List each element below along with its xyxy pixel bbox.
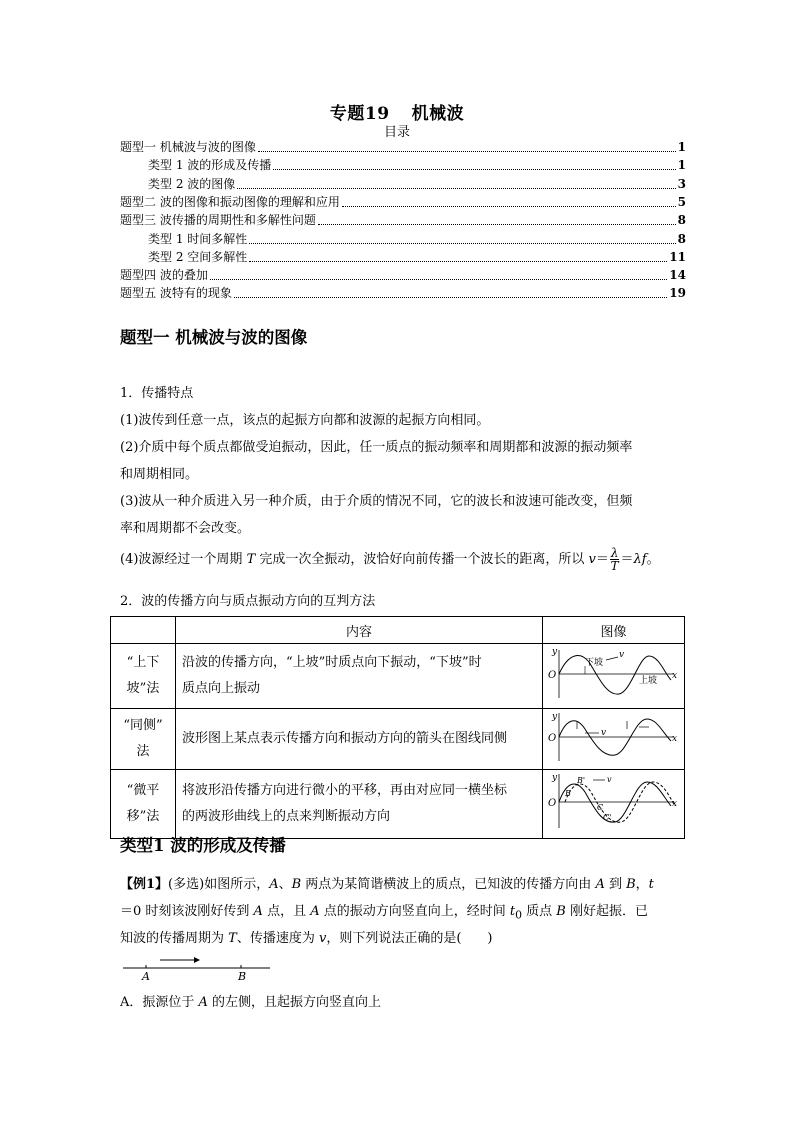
- svg-text:v: v: [607, 775, 612, 784]
- toc-page-number: 11: [669, 249, 686, 264]
- toc-entry-label: 类型 1 波的形成及传播: [148, 158, 272, 173]
- paragraph: 和周期相同。: [120, 467, 199, 482]
- method-table: [110, 616, 685, 839]
- page-title: 专题19 机械波: [329, 104, 465, 124]
- paragraph: (3)波从一种介质进入另一种介质，由于介质的情况不同，它的波长和波速可能改变，但频: [120, 494, 633, 509]
- paragraph: ＝0 时刻该波刚好传到 A 点，且 A 点的振动方向竖直向上，经时间 $t_0$ 质点 B 刚好起振．已: [120, 904, 648, 922]
- toc-entry-label: 类型 2 空间多解性: [148, 249, 248, 264]
- svg-text:y: y: [552, 647, 558, 657]
- section-heading: 类型1 波的形成及传播: [120, 836, 286, 855]
- toc-entry-label: 类型 1 时间多解性: [148, 231, 248, 246]
- fraction: $\frac{\lambda}{T}$: [610, 546, 619, 573]
- paragraph-formula: (4)波源经过一个周期 T 完成一次全振动，波恰好向前传播一个波长的距离，所以 v＝ $\frac{\lambda}{T}$ ＝λf。: [120, 546, 660, 573]
- toc-page-number: 3: [677, 176, 686, 191]
- toc-page-number: 1: [677, 158, 686, 173]
- subheading: 2．波的传播方向与质点振动方向的互判方法: [120, 594, 376, 609]
- same-side-method-diagram: [543, 709, 684, 765]
- toc-leader: [318, 212, 676, 225]
- table-header: [111, 617, 176, 644]
- toc-entry[interactable]: [148, 249, 686, 266]
- toc-entry[interactable]: [148, 231, 686, 248]
- paragraph: 率和周期都不会改变。: [120, 521, 251, 536]
- svg-text:y: y: [552, 712, 558, 722]
- svg-text:x: x: [672, 734, 678, 744]
- toc-entry-label: 题型五 波特有的现象: [120, 286, 232, 301]
- toc-page-number: 14: [669, 268, 686, 283]
- option: A．振源位于 A 的左侧，且起振方向竖直向上: [120, 995, 382, 1010]
- toc-entry[interactable]: [120, 194, 686, 211]
- svg-text:x: x: [672, 799, 678, 809]
- example-figure: [118, 954, 278, 984]
- table-row: “微平 移”法 将波形沿传播方向进行微小的平移，再由对应同一横坐标 的两波形曲线上的点来判断振动方向 y O x B' B v C C': [111, 770, 685, 839]
- small-shift-method-diagram: [543, 770, 684, 834]
- toc-entry[interactable]: [148, 176, 686, 193]
- toc-entry[interactable]: [120, 139, 686, 156]
- toc-leader: [249, 231, 675, 244]
- toc-entry-label: 题型二 波的图像和振动图像的理解和应用: [120, 194, 340, 209]
- svg-text:下坡: 下坡: [585, 658, 604, 668]
- table-header: 图像: [543, 617, 685, 644]
- svg-text:O: O: [548, 670, 557, 681]
- svg-text:B: B: [565, 789, 571, 798]
- toc-entry-label: 题型四 波的叠加: [120, 268, 208, 283]
- svg-text:O: O: [548, 798, 557, 809]
- svg-text:O: O: [548, 733, 557, 744]
- toc-page-number: 5: [677, 194, 686, 209]
- toc-entry-label: 题型三 波传播的周期性和多解性问题: [120, 213, 316, 228]
- paragraph: (2)介质中每个质点都做受迫振动，因此，任一质点的振动频率和周期都和波源的振动频率: [120, 440, 633, 455]
- toc-page-number: 19: [669, 286, 686, 301]
- toc-entry-label: 类型 2 波的图像: [148, 176, 236, 191]
- paragraph: 知波的传播周期为 T、传播速度为 v，则下列说法正确的是( ): [120, 931, 493, 946]
- section-heading: 题型一 机械波与波的图像: [120, 328, 308, 347]
- toc-heading: 目录: [383, 125, 410, 140]
- table-row: “上下 坡”法 沿波的传播方向，“上坡”时质点向下振动，“下坡”时 质点向上振动 y O x 下坡 v 上坡: [111, 644, 685, 709]
- svg-text:x: x: [672, 671, 678, 681]
- toc-page-number: 8: [677, 231, 686, 246]
- paragraph: (1)波传到任意一点，该点的起振方向都和波源的起振方向相同。: [120, 413, 490, 428]
- toc-leader: [237, 176, 675, 189]
- svg-text:v: v: [619, 650, 625, 660]
- slope-method-diagram: [543, 644, 684, 704]
- paragraph: 【例1】(多选)如图所示，A、B 两点为某简谐横波上的质点，已知波的传播方向由 A 到 B，t: [120, 877, 654, 892]
- svg-text:v: v: [601, 728, 607, 738]
- toc-entry[interactable]: [148, 157, 686, 174]
- svg-text:A: A: [142, 970, 150, 983]
- svg-text:C': C': [603, 813, 612, 822]
- svg-text:B': B': [577, 776, 586, 785]
- svg-text:C: C: [597, 803, 604, 812]
- toc-page-number: 8: [677, 213, 686, 228]
- table-row: “同侧” 法 波形图上某点表示传播方向和振动方向的箭头在图线同侧 y O x v: [111, 709, 685, 770]
- svg-text:上坡: 上坡: [639, 676, 658, 686]
- toc-page-number: 1: [677, 140, 686, 154]
- toc-entry[interactable]: [120, 267, 686, 284]
- toc-entry-label: 题型一 机械波与波的图像: [120, 140, 256, 154]
- svg-text:y: y: [552, 773, 558, 783]
- toc-leader: [210, 267, 667, 280]
- toc-entry[interactable]: [120, 285, 686, 302]
- toc-leader: [258, 139, 676, 152]
- subheading: 1．传播特点: [120, 386, 194, 401]
- toc-leader: [234, 285, 667, 298]
- toc-entry[interactable]: [120, 212, 686, 229]
- toc-leader: [273, 157, 675, 170]
- svg-text:B: B: [238, 970, 247, 983]
- toc-leader: [249, 249, 667, 262]
- table-header: 内容: [176, 617, 543, 644]
- toc-leader: [342, 194, 676, 207]
